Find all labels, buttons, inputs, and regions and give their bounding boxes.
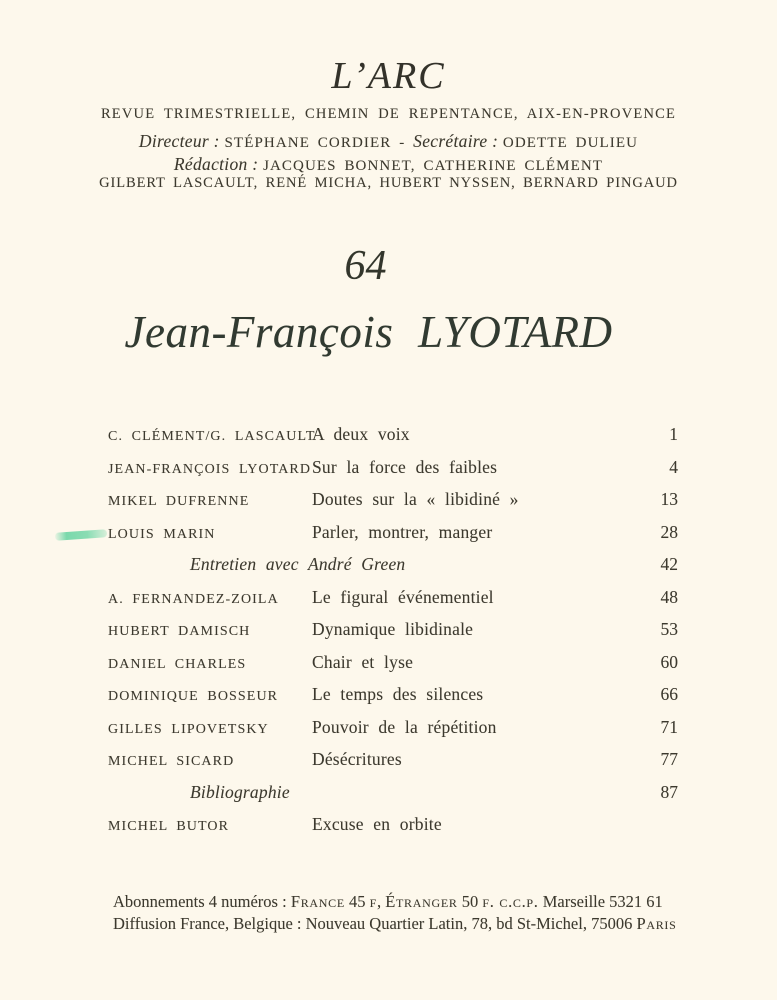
toc-author-cell: LOUIS MARIN	[108, 526, 216, 542]
journal-title: L’ARC	[331, 55, 446, 97]
toc-author-cell: GILLES LIPOVETSKY	[108, 721, 269, 737]
staff-names-line: GILBERT LASCAULT, RENÉ MICHA, HUBERT NYSSEN, BERNARD PINGAUD	[99, 175, 678, 191]
toc-page-cell: 53	[660, 619, 678, 639]
toc-title-cell: Le temps des silences	[312, 684, 484, 704]
toc-row	[108, 425, 678, 458]
highlighter-mark	[55, 529, 107, 541]
toc-row	[108, 815, 678, 848]
toc-author-cell: HUBERT DAMISCH	[108, 624, 251, 639]
footer-seg: f. c.c.p.	[482, 892, 539, 911]
toc-title-cell: Pouvoir de la répétition	[312, 716, 497, 737]
footer-seg: Paris	[636, 914, 677, 933]
toc-title-cell: A deux voix	[312, 424, 410, 444]
toc-row	[108, 620, 678, 653]
toc-page-cell: 77	[660, 749, 678, 769]
journal-subtitle: REVUE TRIMESTRIELLE, CHEMIN DE REPENTANCE, AIX-EN-PROVENCE	[100, 106, 677, 122]
toc-row	[108, 458, 678, 491]
issue-number: 64	[344, 243, 387, 289]
toc-author-cell: MICHEL SICARD	[108, 754, 235, 769]
toc-title-cell: Désécritures	[312, 749, 402, 769]
toc-title-cell: Parler, montrer, manger	[312, 521, 493, 542]
toc-row	[108, 653, 678, 686]
toc-author-cell: A. FERNANDEZ-ZOILA	[108, 591, 279, 607]
toc-page-cell: 42	[660, 554, 678, 574]
toc-page-cell: 87	[660, 781, 678, 802]
toc-author-cell: MIKEL DUFRENNE	[108, 494, 250, 509]
toc-title-cell: Excuse en orbite	[312, 814, 442, 834]
toc-page-cell: 1	[669, 424, 678, 444]
toc-title-cell: Dynamique libidinale	[312, 619, 474, 639]
toc-author-cell: DANIEL CHARLES	[108, 656, 247, 672]
toc-author-cell: DOMINIQUE BOSSEUR	[108, 689, 279, 704]
footer	[113, 891, 713, 935]
redaction-names: JACQUES BONNET, CATHERINE CLÉMENT	[263, 158, 604, 174]
toc-title-cell: Le figural événementiel	[312, 586, 494, 607]
secretary-name: ODETTE DULIEU	[502, 135, 639, 151]
toc-row	[108, 685, 678, 718]
toc-title-cell: Doutes sur la « libidiné »	[312, 489, 519, 509]
table-of-contents	[108, 425, 678, 848]
footer-seg: Marseille 5321 61	[538, 892, 663, 911]
footer-seg: 50	[457, 892, 483, 911]
toc-title-cell: Entretien avec André Green	[190, 554, 406, 574]
toc-page-cell: 13	[660, 489, 678, 509]
toc-title-cell: Sur la force des faibles	[312, 456, 498, 477]
director-name: STÉPHANE CORDIER	[224, 135, 392, 151]
toc-page-cell: 48	[660, 586, 678, 607]
toc-author-cell: JEAN-FRANÇOIS LYOTARD	[108, 461, 312, 477]
toc-page-cell: 60	[660, 651, 678, 672]
director-line	[0, 131, 777, 152]
issue-title: Jean-François LYOTARD	[124, 307, 613, 357]
footer-seg: f	[369, 892, 377, 911]
director-label: Directeur :	[138, 131, 225, 151]
toc-author-cell: C. CLÉMENT/G. LASCAULT	[108, 429, 316, 444]
toc-row	[108, 555, 678, 588]
toc-title-cell: Chair et lyse	[312, 651, 414, 672]
footer-seg: Diffusion France, Belgique : Nouveau Quartier Latin, 78, bd St-Michel, 75006	[113, 914, 637, 933]
toc-row	[108, 490, 678, 523]
footer-subscription-line	[113, 891, 713, 913]
toc-page-cell: 28	[660, 521, 678, 542]
footer-seg: 45	[344, 892, 370, 911]
toc-row	[108, 588, 678, 621]
redaction-line	[0, 154, 777, 175]
secretary-label: Secrétaire :	[413, 131, 503, 151]
toc-row	[108, 718, 678, 751]
toc-page-cell: 4	[669, 456, 678, 477]
toc-row	[108, 750, 678, 783]
staff-separator: -	[391, 135, 414, 151]
footer-distribution-line	[113, 913, 713, 935]
footer-seg: ,	[376, 892, 386, 911]
toc-page-cell: 66	[660, 684, 678, 704]
toc-page-cell: 71	[660, 716, 678, 737]
toc-row-highlighted	[108, 523, 678, 556]
toc-row	[108, 783, 678, 816]
toc-author-cell: MICHEL BUTOR	[108, 819, 230, 834]
footer-seg: France	[290, 892, 345, 911]
footer-seg: Abonnements 4 numéros :	[113, 892, 291, 911]
footer-seg: Étranger	[385, 892, 458, 911]
redaction-label: Rédaction :	[173, 154, 264, 174]
toc-title-cell: Bibliographie	[190, 781, 290, 802]
